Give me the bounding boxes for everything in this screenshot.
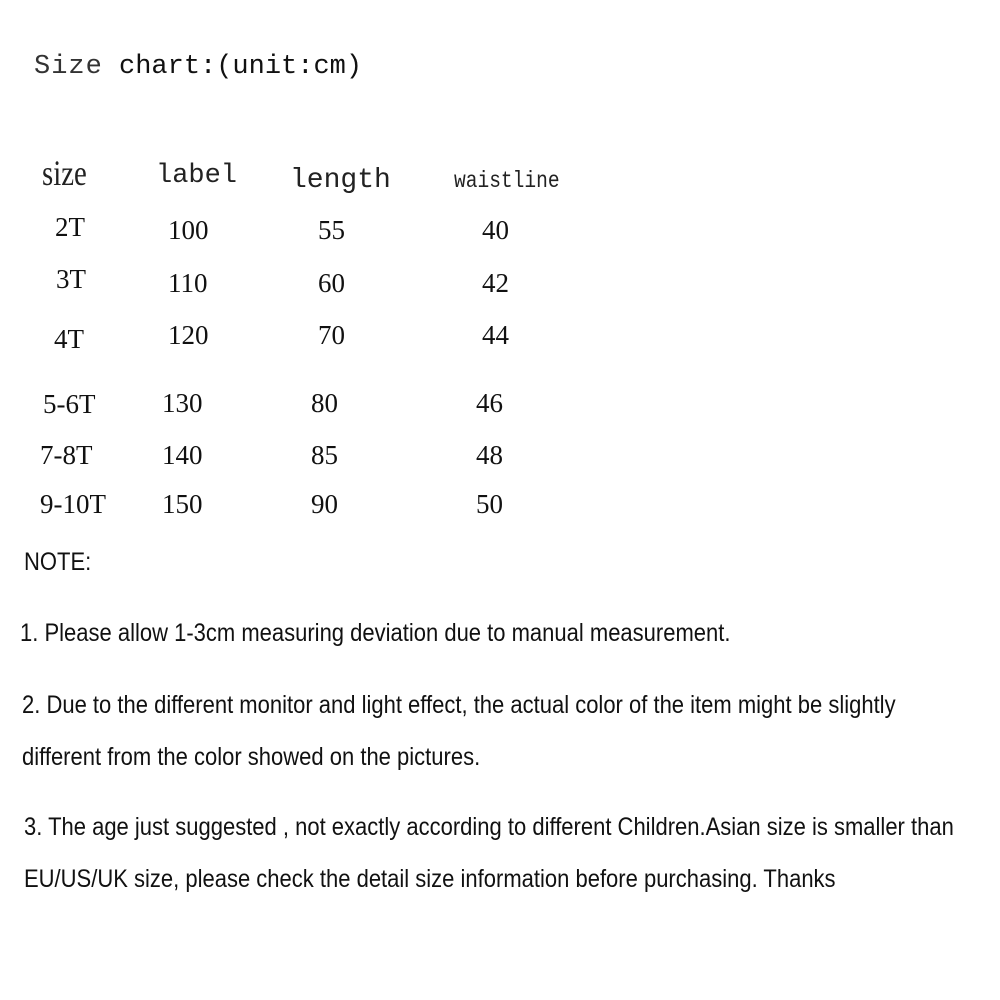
note-item-2-line-1: 2. Due to the different monitor and light effect, the actual color of the item might be slightly [22, 691, 896, 719]
header-size: size [42, 153, 87, 193]
row-waistline: 40 [482, 215, 509, 245]
row-label: 110 [168, 268, 208, 298]
row-length: 85 [311, 440, 338, 470]
row-size: 2T [55, 212, 85, 242]
row-label: 100 [168, 215, 209, 245]
row-length: 80 [311, 388, 338, 418]
row-size: 4T [54, 324, 84, 354]
row-label: 120 [168, 320, 209, 350]
row-label: 150 [162, 489, 203, 519]
row-label: 130 [162, 388, 203, 418]
row-size: 9-10T [40, 489, 106, 519]
header-length: length [290, 165, 391, 196]
note-heading: NOTE: [24, 548, 92, 576]
title-size-word: Size [34, 52, 103, 82]
note-item-3-line-1: 3. The age just suggested , not exactly according to different Children.Asian size is smaller than [24, 813, 954, 841]
header-label: label [156, 161, 238, 191]
row-waistline: 50 [476, 489, 503, 519]
row-length: 60 [318, 268, 345, 298]
row-label: 140 [162, 440, 203, 470]
row-size: 7-8T [40, 440, 93, 470]
row-size: 5-6T [43, 389, 96, 419]
row-waistline: 44 [482, 320, 509, 350]
note-item-2-line-2: different from the color showed on the pictures. [22, 743, 481, 771]
title-rest: chart:(unit:cm) [102, 52, 363, 82]
size-chart-title [34, 52, 362, 82]
note-item-3-line-2: EU/US/UK size, please check the detail size information before purchasing. Thanks [24, 865, 836, 893]
row-length: 90 [311, 489, 338, 519]
row-waistline: 48 [476, 440, 503, 470]
note-item-1: 1. Please allow 1-3cm measuring deviation due to manual measurement. [20, 619, 731, 647]
header-waistline: waistline [454, 168, 560, 194]
row-length: 55 [318, 215, 345, 245]
row-waistline: 46 [476, 388, 503, 418]
row-size: 3T [56, 264, 86, 294]
row-length: 70 [318, 320, 345, 350]
row-waistline: 42 [482, 268, 509, 298]
